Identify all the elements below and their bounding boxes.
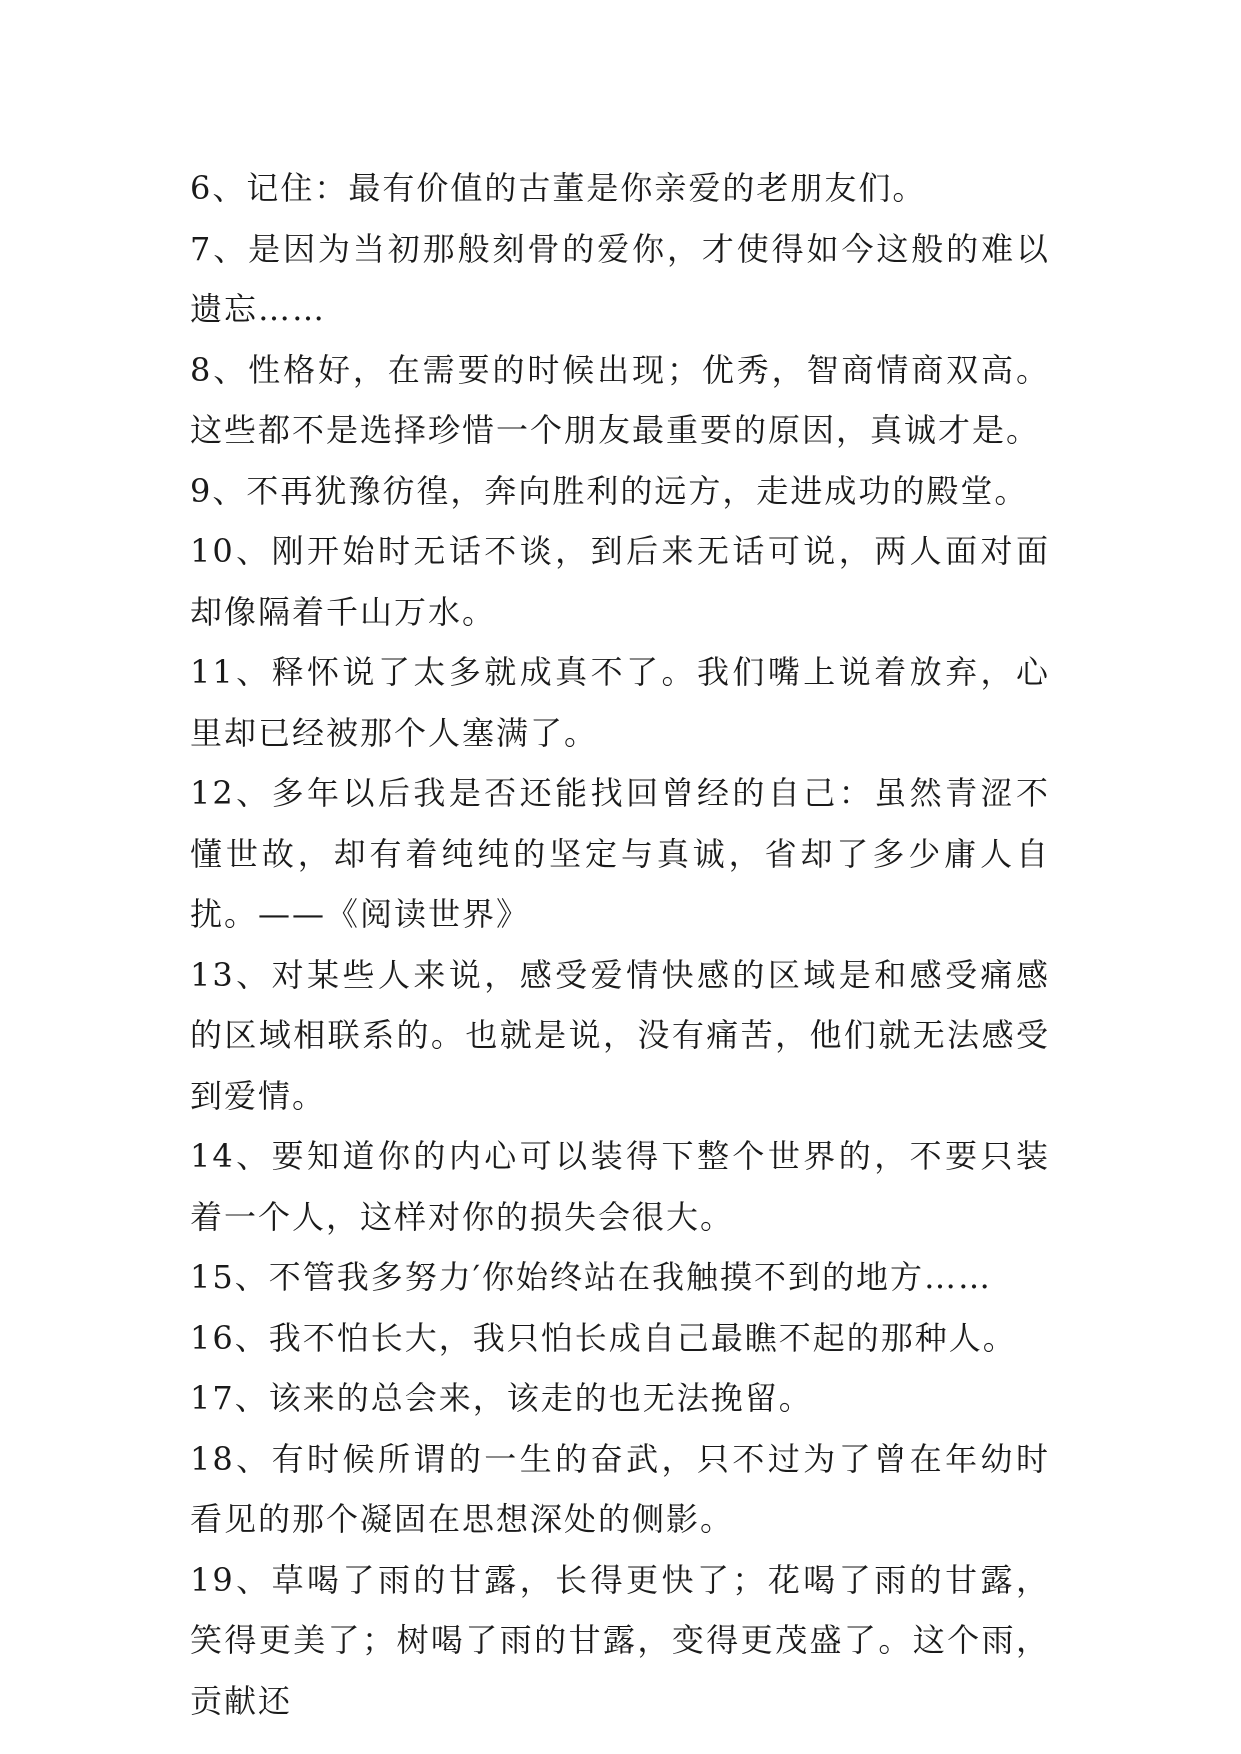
- paragraph-16: 16、我不怕长大，我只怕长成自己最瞧不起的那种人。: [190, 1318, 1017, 1357]
- paragraph-9: 9、不再犹豫彷徨，奔向胜利的远方，走进成功的殿堂。: [190, 471, 1029, 510]
- paragraph-11: 11、释怀说了太多就成真不了。我们嘴上说着放弃，心里却已经被那个人塞满了。: [190, 653, 1050, 752]
- paragraph-18: 18、有时候所谓的一生的奋武，只不过为了曾在年幼时看见的那个凝固在思想深处的侧影。: [190, 1439, 1050, 1538]
- paragraph-10: 10、刚开始时无话不谈，到后来无话可说，两人面对面却像隔着千山万水。: [190, 532, 1050, 631]
- paragraph-19: 19、草喝了雨的甘露，长得更快了；花喝了雨的甘露，笑得更美了；树喝了雨的甘露，变得更茂盛了。这个雨，贡献还: [190, 1560, 1050, 1720]
- paragraph-15: 15、不管我多努力′你始终站在我触摸不到的地方……: [190, 1258, 992, 1296]
- paragraph-6: 6、记住：最有价值的古董是你亲爱的老朋友们。: [190, 169, 927, 207]
- paragraph-17: 17、该来的总会来，该走的也无法挽留。: [190, 1379, 813, 1417]
- paragraph-7: 7、是因为当初那般刻骨的爱你，才使得如今这般的难以遗忘……: [190, 229, 1050, 328]
- paragraph-13: 13、对某些人来说，感受爱情快感的区域是和感受痛感的区域相联系的。也就是说，没有痛苦，他们就无法感受到爱情。: [190, 955, 1050, 1115]
- paragraph-12: 12、多年以后我是否还能找回曾经的自己：虽然青涩不懂世故，却有着纯纯的坚定与真诚，省却了多少庸人自扰。——《阅读世界》: [190, 774, 1050, 933]
- document-body: [190, 158, 1050, 1731]
- paragraph-14: 14、要知道你的内心可以装得下整个世界的，不要只装着一个人，这样对你的损失会很大。: [190, 1137, 1050, 1236]
- paragraph-8: 8、性格好，在需要的时候出现；优秀，智商情商双高。这些都不是选择珍惜一个朋友最重要的原因，真诚才是。: [190, 350, 1050, 449]
